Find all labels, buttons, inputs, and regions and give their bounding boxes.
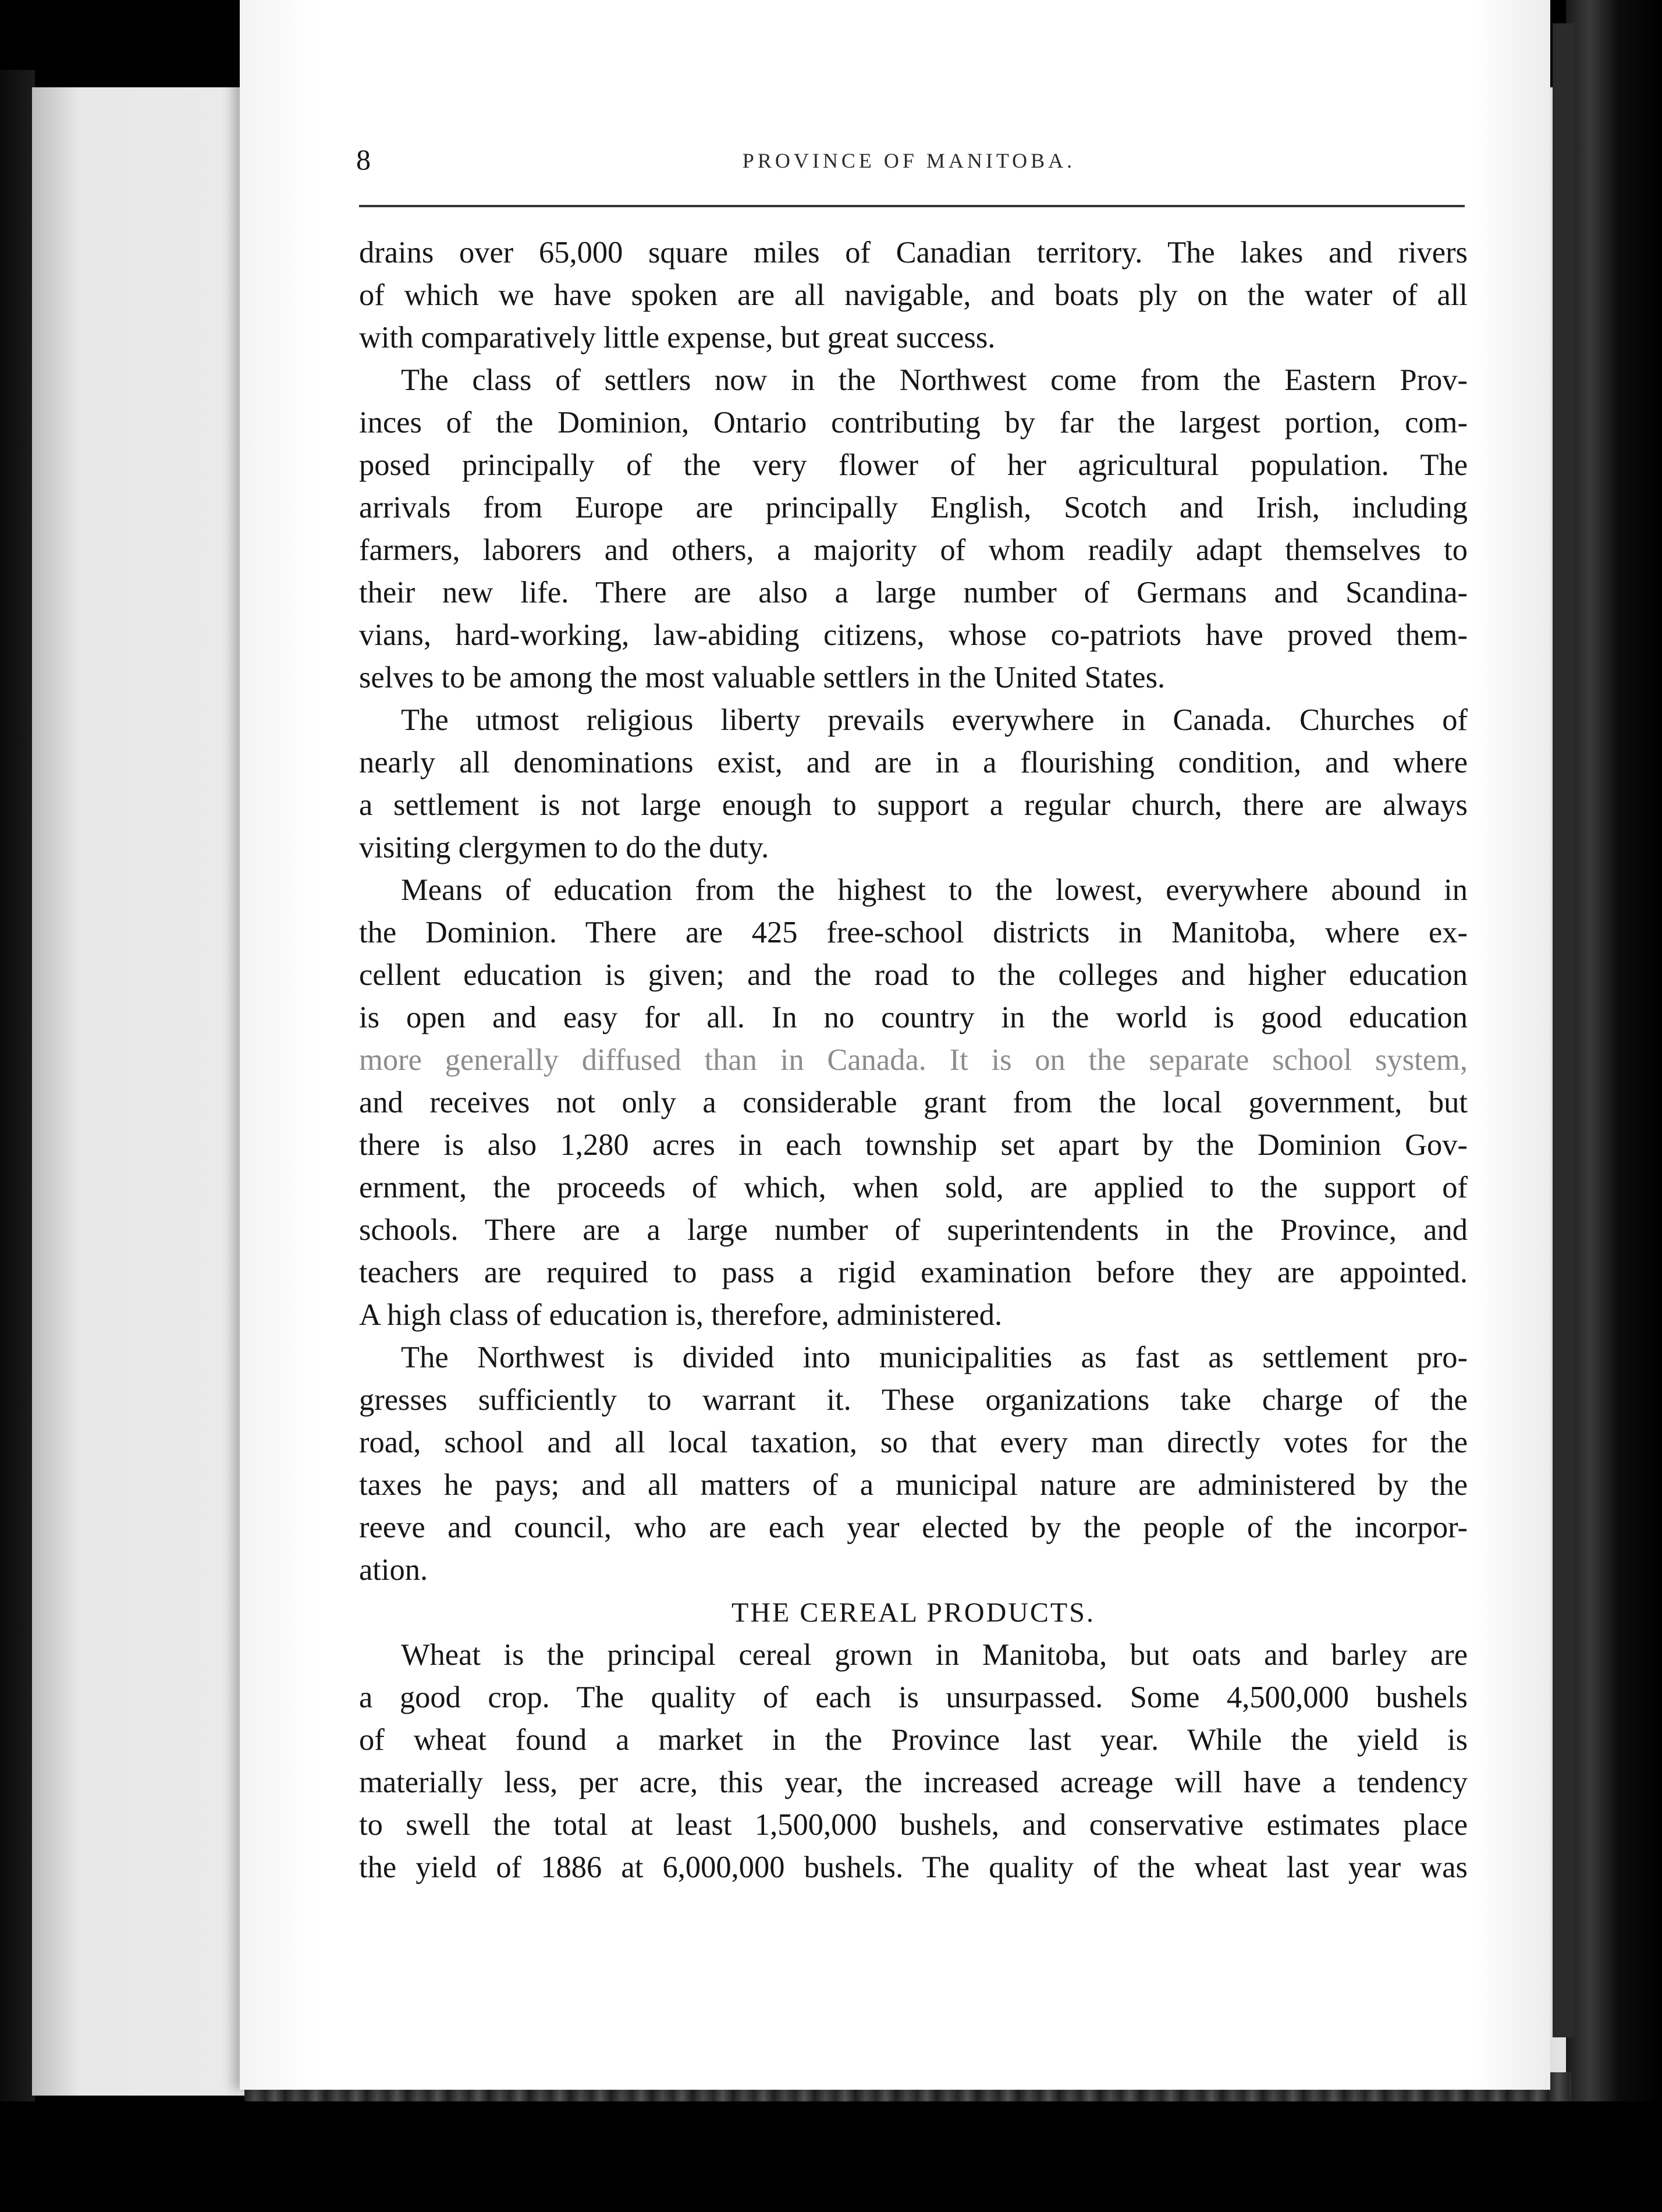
body-text	[359, 232, 1468, 1889]
text-line: with comparatively little expense, but great success.	[359, 321, 996, 355]
text-line: schools. There are a large number of superintendents in the Province, and	[359, 1213, 1468, 1247]
book-page	[240, 0, 1550, 2090]
text-line: more generally diffused than in Canada. It is on the separate school system,	[359, 1043, 1468, 1077]
text-line: visiting clergymen to do the duty.	[359, 831, 769, 864]
text-line: ation.	[359, 1553, 428, 1587]
text-line: reeve and council, who are each year elected by the people of the incorpor-	[359, 1511, 1468, 1544]
text-line: farmers, laborers and others, a majority of whom readily adapt themselves to	[359, 533, 1468, 567]
text-line: teachers are required to pass a rigid examination before they are appointed.	[359, 1256, 1468, 1289]
text-line: their new life. There are also a large number of Germans and Scandina-	[359, 576, 1468, 609]
text-line: gresses sufficiently to warrant it. These organizations take charge of the	[359, 1383, 1468, 1417]
text-line: nearly all denominations exist, and are in a flourishing condition, and where	[359, 746, 1468, 779]
text-line: vians, hard-working, law-abiding citizens, whose co-patriots have proved them-	[359, 618, 1468, 652]
page-number: 8	[356, 143, 371, 176]
text-line: of which we have spoken are all navigable, and boats ply on the water of all	[359, 278, 1468, 312]
text-line: is open and easy for all. In no country in the world is good education	[359, 1001, 1468, 1034]
text-line: and receives not only a considerable grant from the local government, but	[359, 1086, 1468, 1119]
text-line: Means of education from the highest to the lowest, everywhere abound in	[401, 873, 1468, 907]
text-line: selves to be among the most valuable settlers in the United States.	[359, 661, 1166, 694]
text-line: The Northwest is divided into municipalities as fast as settlement pro-	[401, 1341, 1468, 1374]
text-line: cellent education is given; and the road to the colleges and higher education	[359, 958, 1468, 992]
section-heading: THE CEREAL PRODUCTS.	[731, 1597, 1095, 1628]
book-edge-strip	[1553, 23, 1575, 2037]
text-line: the yield of 1886 at 6,000,000 bushels. The quality of the wheat last year was	[359, 1851, 1468, 1884]
text-line: a good crop. The quality of each is unsurpassed. Some 4,500,000 bushels	[359, 1681, 1468, 1714]
text-line: of wheat found a market in the Province last year. While the yield is	[359, 1723, 1468, 1757]
text-line: The utmost religious liberty prevails everywhere in Canada. Churches of	[401, 703, 1468, 737]
text-line: drains over 65,000 square miles of Canadian territory. The lakes and rivers	[359, 236, 1468, 270]
text-line: materially less, per acre, this year, the increased acreage will have a tendency	[359, 1766, 1468, 1799]
text-line: posed principally of the very flower of her agricultural population. The	[359, 448, 1468, 482]
text-line: there is also 1,280 acres in each township set apart by the Dominion Gov-	[359, 1128, 1468, 1162]
text-line: road, school and all local taxation, so that every man directly votes for the	[359, 1426, 1468, 1459]
scanner-background-left	[0, 70, 35, 2119]
scanner-background-right	[1566, 0, 1662, 2212]
text-line: the Dominion. There are 425 free-school districts in Manitoba, where ex-	[359, 916, 1468, 949]
text-line: ernment, the proceeds of which, when sold, are applied to the support of	[359, 1171, 1468, 1204]
text-line: inces of the Dominion, Ontario contributing by far the largest portion, com-	[359, 406, 1468, 439]
text-line: Wheat is the principal cereal grown in Manitoba, but oats and barley are	[401, 1638, 1468, 1672]
text-line: taxes he pays; and all matters of a municipal nature are administered by the	[359, 1468, 1468, 1502]
running-head: PROVINCE OF MANITOBA.	[742, 149, 1076, 172]
page-header	[356, 143, 1462, 195]
text-line: arrivals from Europe are principally English, Scotch and Irish, including	[359, 491, 1468, 524]
scanner-background-bottom	[0, 2101, 1662, 2212]
text-line: A high class of education is, therefore, administered.	[359, 1298, 1003, 1332]
text-line: The class of settlers now in the Northwest come from the Eastern Prov-	[401, 363, 1468, 397]
text-line: to swell the total at least 1,500,000 bushels, and conservative estimates place	[359, 1808, 1468, 1842]
text-line: a settlement is not large enough to support a regular church, there are always	[359, 788, 1468, 822]
header-rule	[359, 205, 1465, 207]
